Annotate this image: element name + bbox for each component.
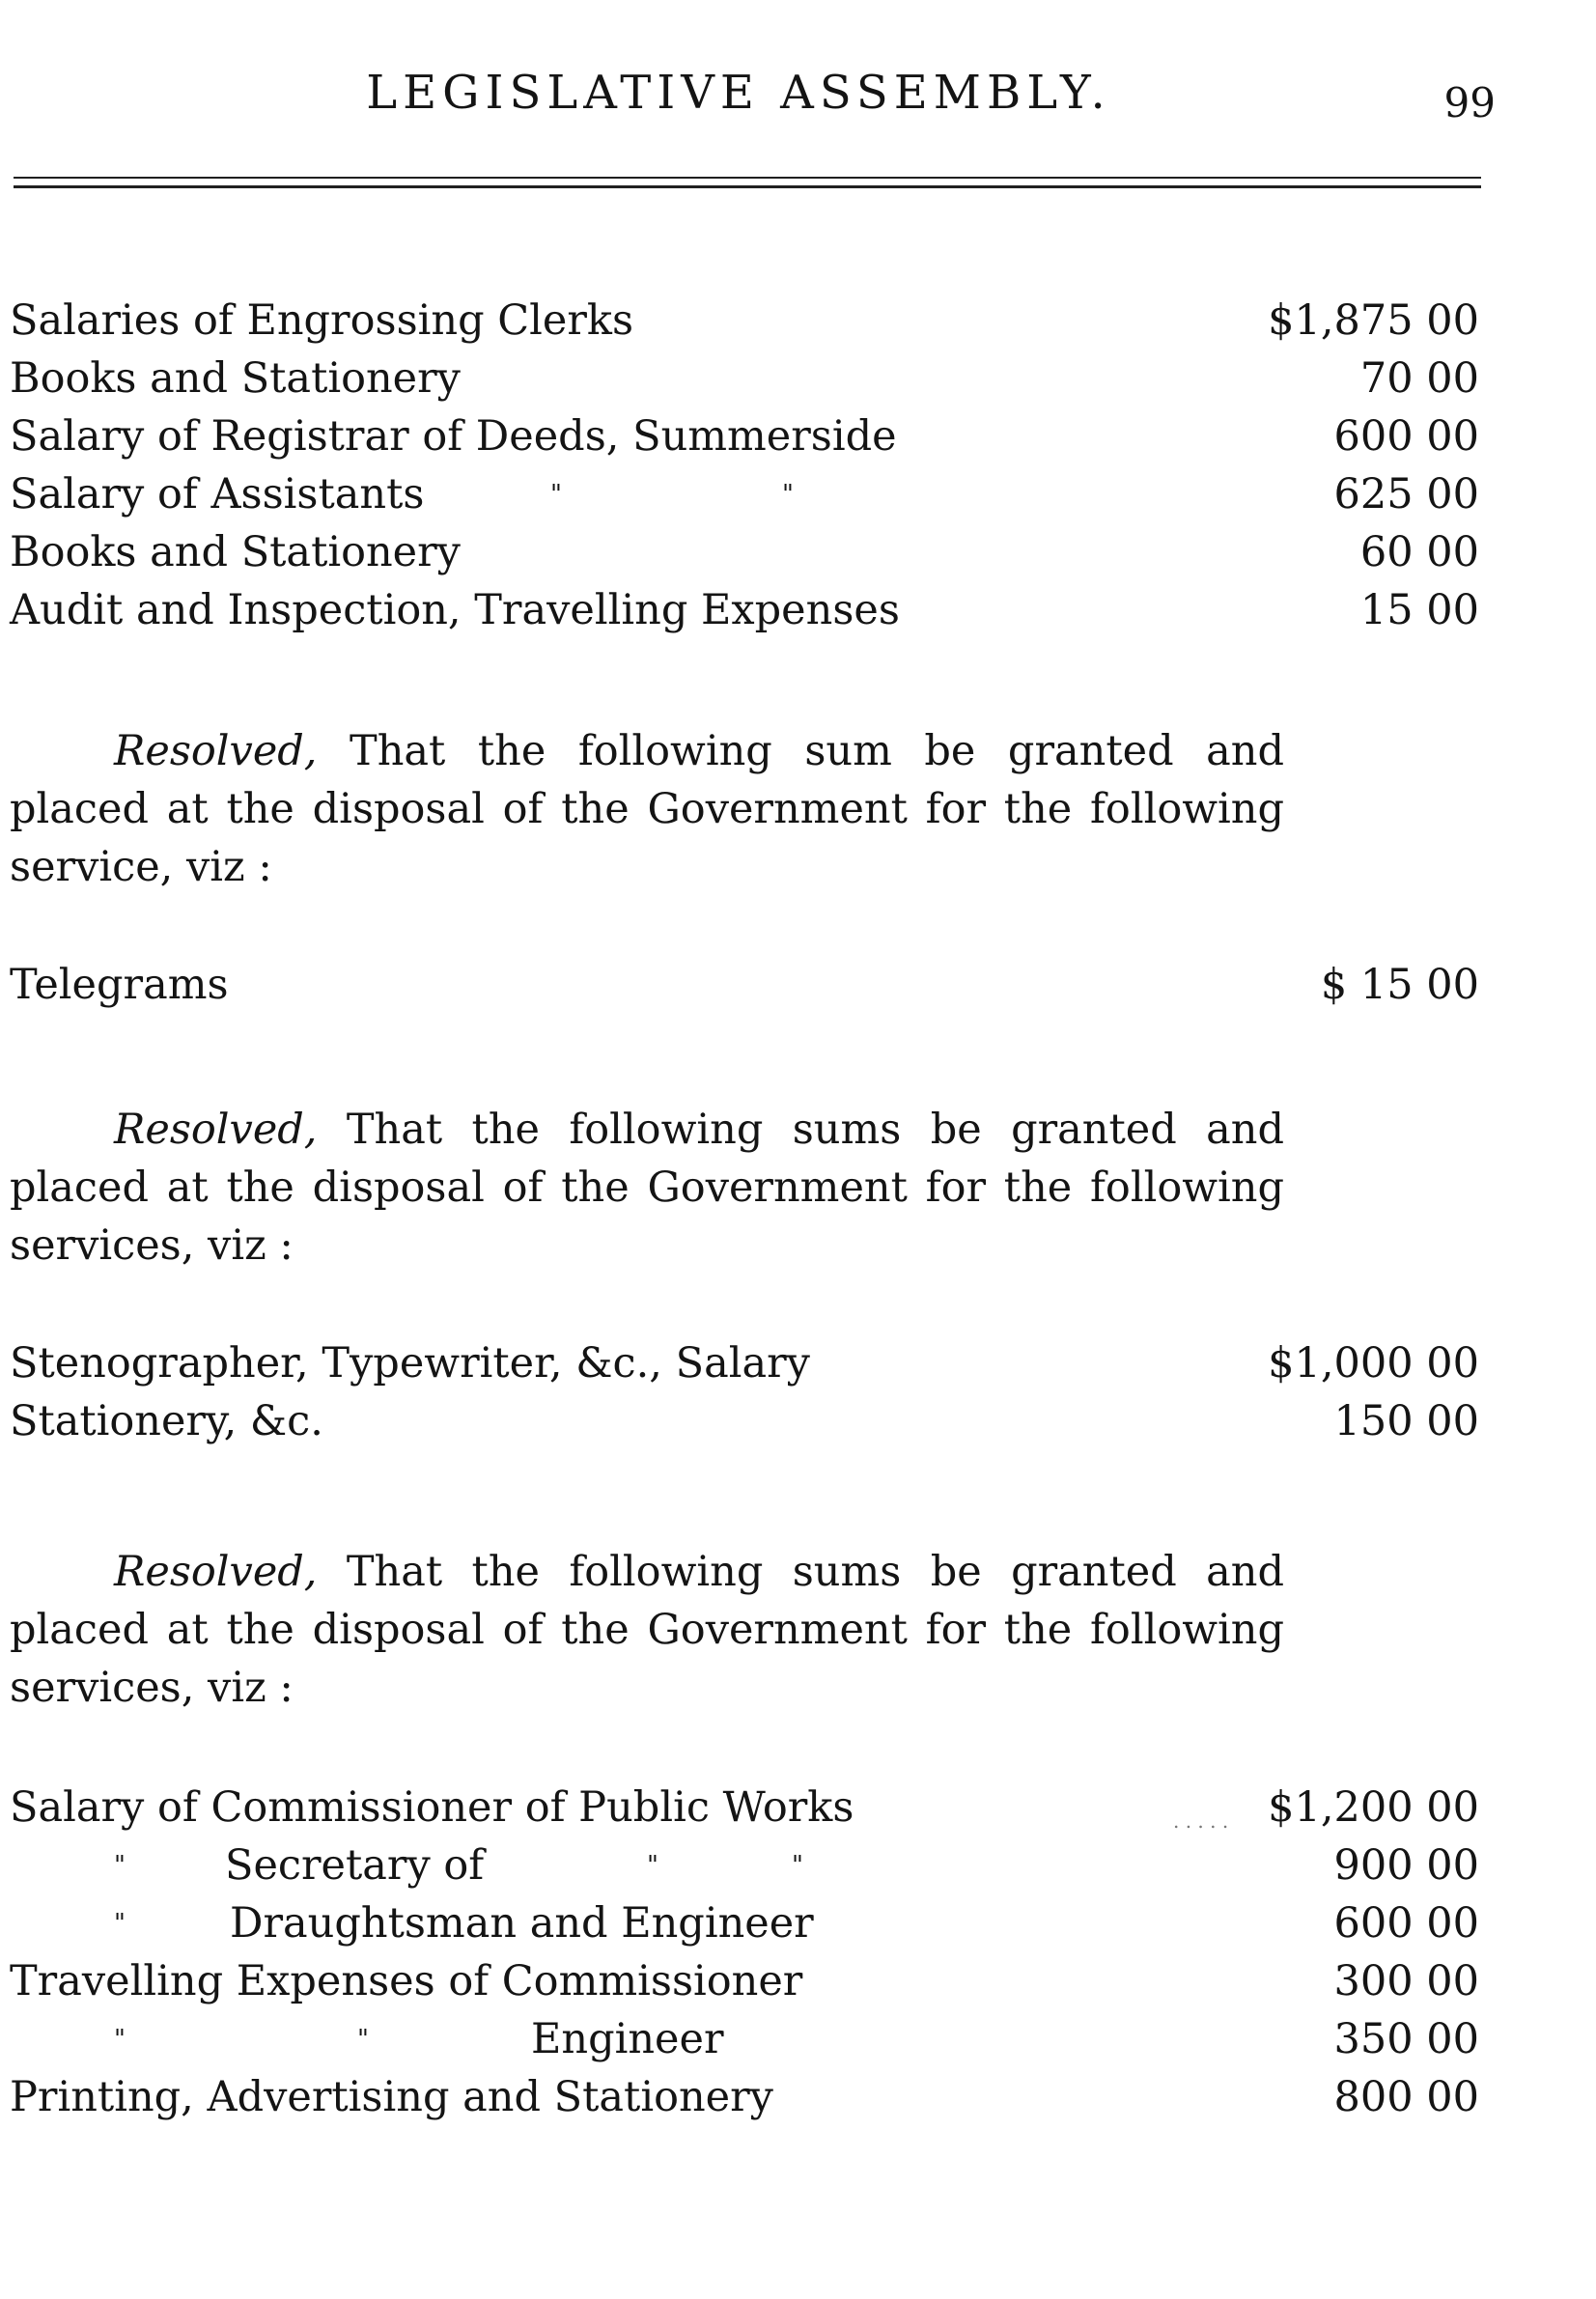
item-amount: 600 00 bbox=[1333, 412, 1479, 461]
ditto-mark: " bbox=[114, 1851, 126, 1880]
ditto-mark: " bbox=[647, 1851, 658, 1880]
item-amount: $1,000 00 bbox=[1268, 1339, 1479, 1388]
resolution-paragraph bbox=[10, 722, 1284, 896]
item-amount: 15 00 bbox=[1359, 586, 1479, 634]
ditto-mark: " bbox=[782, 480, 794, 509]
item-amount: 900 00 bbox=[1333, 1841, 1479, 1890]
line-item bbox=[10, 1392, 1479, 1450]
line-item bbox=[10, 1952, 1479, 2010]
line-item bbox=[10, 956, 1479, 1014]
item-label: Draughtsman and Engineer bbox=[230, 1899, 814, 1948]
item-label: Travelling Expenses of Commissioner bbox=[10, 1957, 803, 2005]
line-item bbox=[10, 1334, 1479, 1392]
item-amount: 350 00 bbox=[1333, 2015, 1479, 2063]
item-label: Secretary of bbox=[225, 1841, 485, 1890]
ditto-mark: " bbox=[550, 480, 562, 509]
ditto-mark: " bbox=[792, 1851, 803, 1880]
line-item bbox=[10, 2068, 1479, 2126]
ditto-mark: " bbox=[114, 1909, 126, 1938]
item-amount: 300 00 bbox=[1333, 1957, 1479, 2005]
resolution-paragraph bbox=[10, 1101, 1284, 1275]
item-label: Audit and Inspection, Travelling Expenses bbox=[10, 586, 900, 634]
dot-leader: . . . . . bbox=[1173, 1809, 1229, 1833]
item-label: Books and Stationery bbox=[10, 354, 461, 403]
header-rule bbox=[14, 177, 1481, 179]
item-label: Books and Stationery bbox=[10, 528, 461, 576]
resolution-text: That the following sum be granted and placed at the disposal of the Government for the following service, viz : bbox=[10, 727, 1284, 891]
item-label: Engineer bbox=[531, 2015, 724, 2063]
running-title: LEGISLATIVE ASSEMBLY. bbox=[366, 66, 1111, 120]
resolution-lead: Resolved, bbox=[114, 727, 318, 775]
resolution-text: That the following sums be granted and placed at the disposal of the Government for the following services, viz : bbox=[10, 1548, 1285, 1712]
page-number: 99 bbox=[1443, 79, 1496, 126]
item-amount: 600 00 bbox=[1333, 1899, 1479, 1948]
item-amount: 625 00 bbox=[1333, 470, 1479, 519]
item-amount: 150 00 bbox=[1333, 1397, 1479, 1445]
ditto-mark: " bbox=[357, 2025, 369, 2054]
item-label: Salary of Commissioner of Public Works bbox=[10, 1783, 854, 1832]
item-label: Stationery, &c. bbox=[10, 1397, 323, 1445]
item-label: Salaries of Engrossing Clerks bbox=[10, 296, 634, 345]
resolution-text: That the following sums be granted and placed at the disposal of the Government for the following services, viz : bbox=[10, 1106, 1285, 1270]
line-item bbox=[10, 1894, 1479, 1952]
item-label: Salary of Registrar of Deeds, Summerside bbox=[10, 412, 897, 461]
line-item bbox=[10, 292, 1479, 350]
line-item bbox=[10, 1779, 1479, 1836]
resolution-lead: Resolved, bbox=[114, 1548, 318, 1596]
line-item bbox=[10, 350, 1479, 407]
line-item bbox=[10, 407, 1479, 465]
item-amount: 70 00 bbox=[1359, 354, 1479, 403]
item-amount: $1,200 00 bbox=[1268, 1783, 1479, 1832]
resolution-lead: Resolved, bbox=[114, 1106, 318, 1154]
line-item bbox=[10, 2010, 1479, 2068]
line-item bbox=[10, 523, 1479, 581]
item-amount: $ 15 00 bbox=[1320, 961, 1479, 1009]
item-amount: 800 00 bbox=[1333, 2073, 1479, 2121]
item-amount: $1,875 00 bbox=[1268, 296, 1479, 345]
item-label: Telegrams bbox=[10, 961, 229, 1009]
line-item bbox=[10, 465, 1479, 523]
item-label: Printing, Advertising and Stationery bbox=[10, 2073, 773, 2121]
item-label: Stenographer, Typewriter, &c., Salary bbox=[10, 1339, 810, 1388]
header-rule-double bbox=[14, 185, 1481, 188]
resolution-paragraph bbox=[10, 1543, 1284, 1717]
ditto-mark: " bbox=[114, 2025, 126, 2054]
item-amount: 60 00 bbox=[1359, 528, 1479, 576]
item-label: Salary of Assistants bbox=[10, 470, 425, 519]
line-item bbox=[10, 1836, 1479, 1894]
line-item bbox=[10, 581, 1479, 639]
